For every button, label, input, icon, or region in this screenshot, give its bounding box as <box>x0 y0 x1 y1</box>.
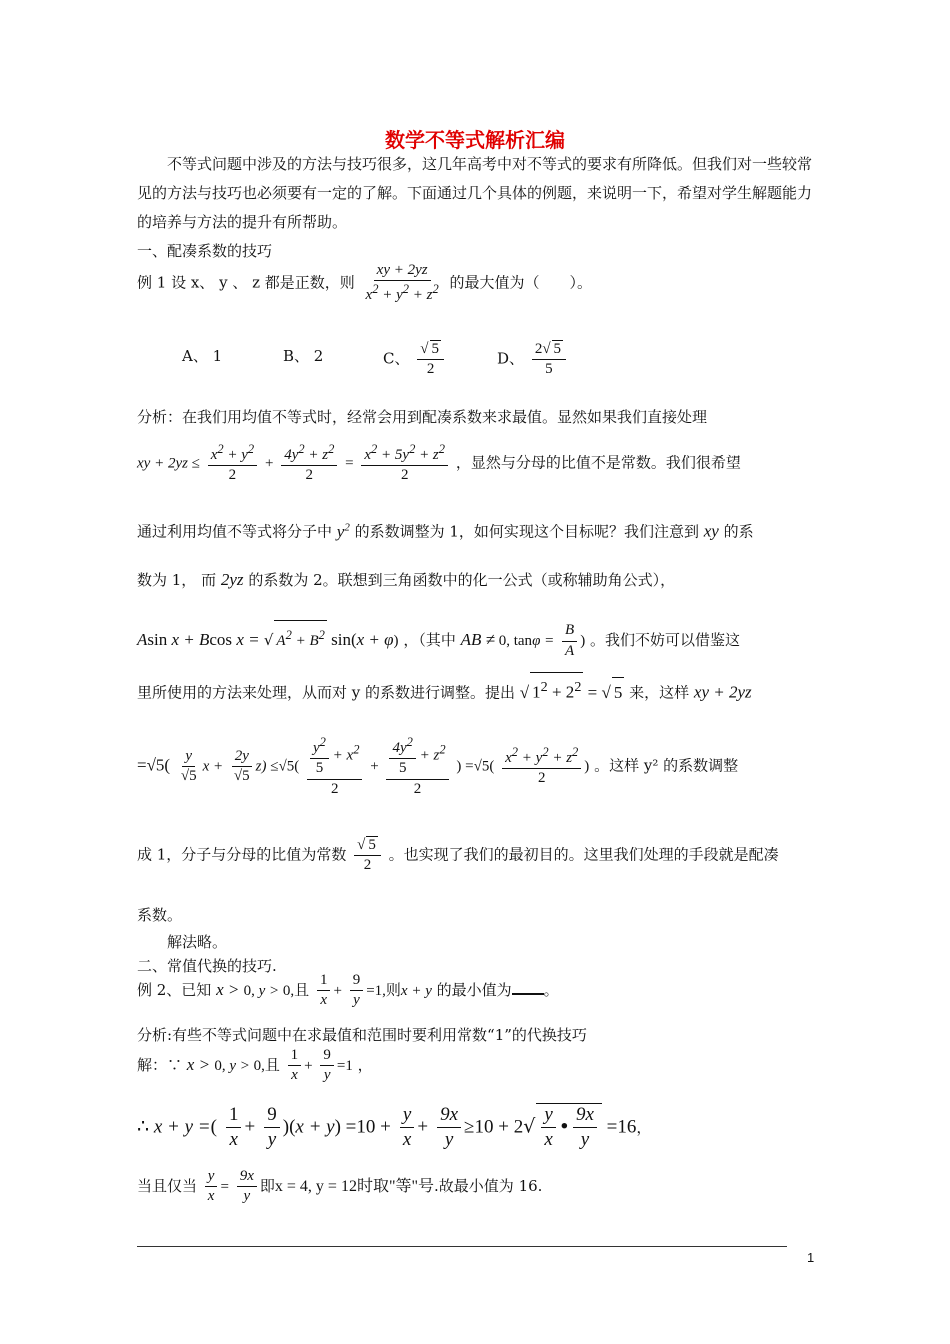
option-c: C、 $\frac{√ 5}{2}$ <box>383 340 447 379</box>
equality-mid: 即 <box>259 1176 275 1195</box>
equality-condition: x = 4, y = 12时取"等"号 <box>274 1177 435 1195</box>
example-1 <box>137 262 817 305</box>
example-2-end: 。 <box>543 980 559 999</box>
solution-2-comma: ， <box>357 1055 373 1074</box>
solution-2-line-b: ∴ x + y =( $\frac{1}{x}$ + $\frac{9}{y}$ )(x + y) =10 + $\frac{y}{x}$ + $\frac{9x}{y}$ ≥10 + 2√ $\frac{y}{x}$ • $\frac{9x}{y}$ =16， <box>137 1104 652 1150</box>
analysis-1-e2: 。我们不妨可以借鉴这 <box>589 631 740 649</box>
solution-2-line-a: 解：∵ x > 0, y > 0,且 $\frac{1}{x}$ + $\frac{9}{y}$ =1 ， <box>137 1047 373 1084</box>
analysis-1-h1: 成 1，分子与分母的比值为常数 <box>137 845 347 864</box>
solution-2-prefix: 解：∵ <box>137 1055 183 1074</box>
analysis-1-g: 。这样 y² 的系数调整 <box>594 756 739 775</box>
solution-1: 解法略。 <box>167 933 228 951</box>
example-1-suffix: 的最大值为（ ）。 <box>449 273 593 292</box>
analysis-1-h2: 。也实现了我们的最初目的。这里我们处理的手段就是配凑 <box>388 845 779 864</box>
solution-2-line-c: 当且仅当 $\frac{y}{x}$ = $\frac{9x}{y}$ 即x = 4, y = 12时取"等"号.故最小值为 16. <box>137 1168 543 1205</box>
equality-prefix: 当且仅当 <box>137 1176 198 1195</box>
analysis-2: 分析:有些不等式问题中在求最值和范围时要利用常数“1”的代换技巧 <box>137 1026 587 1044</box>
section-heading-2: 二、常值代换的技巧. <box>137 957 277 975</box>
answer-blank <box>512 979 544 995</box>
page-number: 1 <box>807 1250 815 1265</box>
example-1-prefix: 例 1 设 x、 y 、 z 都是正数，则 <box>137 273 355 292</box>
analysis-1-line-i: 系数。 <box>137 906 183 924</box>
analysis-1-d2: 的系数为 2。联想到三角函数中的化一公式（或称辅助角公式）， <box>248 571 676 589</box>
analysis-1-line-d: 数为 1， 而 2yz 的系数为 2。联想到三角函数中的化一公式（或称辅助角公式）， <box>137 570 676 589</box>
intro-text: 不等式问题中涉及的方法与技巧很多，这几年高考中对不等式的要求有所降低。但我们对一些较常见的方法与技巧也必须要有一定的了解。下面通过几个具体的例题，来说明一下，希望对学生解题能力的培养与方法的提升有所帮助。 <box>137 155 813 231</box>
analysis-1-b-text: ，显然与分母的比值不是常数。我们很希望 <box>455 453 741 472</box>
example-2-middle: 的最小值为 <box>436 980 512 999</box>
option-d: D、 $\frac{2√ 5}{5}$ <box>497 340 569 379</box>
analysis-1-c1: 通过利用均值不等式将分子中 <box>137 522 333 541</box>
analysis-1-line-e: Asin x + Bcos x = √ $A^2 + B^2$ sin(x + φ) ，（其中 AB ≠ 0, tanφ = $\frac{B}{A}$ ) 。我们不妨可以借鉴这 <box>137 620 817 660</box>
analysis-1-line-g: =√5( $\frac{y}{√5}$ x + $\frac{2y}{√5}$ z) ≤√5( $\frac{y^2}{5}$ + $x^2$ 2 + $\frac{4y^2}{5}$ + $z^2$ 2 ) =√5( $\frac{x^2 + y^2 + z^2}{2}$ ) 。这样 y² 的系数调整 <box>137 735 739 797</box>
analysis-1-line-a: 分析：在我们用均值不等式时，经常会用到配凑系数来求最值。显然如果我们直接处理 <box>137 408 708 426</box>
analysis-1-line-c: 通过利用均值不等式将分子中 $y^2$ 的系数调整为 1，如何实现这个目标呢？我们注意到 xy 的系 <box>137 521 754 541</box>
analysis-1-line-h: 成 1，分子与分母的比值为常数 $\frac{√ 5}{2}$ 。也实现了我们的最初目的。这里我们处理的手段就是配凑 <box>137 837 779 874</box>
option-c-label: C、 <box>383 349 410 368</box>
equality-tail: .故最小值为 16. <box>434 1176 543 1195</box>
intro-paragraph <box>137 150 817 237</box>
analysis-1-f2: 来，这样 <box>629 683 690 702</box>
footer-divider <box>137 1246 787 1247</box>
analysis-1-f1: 里所使用的方法来处理，从而对 y 的系数进行调整。提出 <box>137 683 516 702</box>
section-heading-1: 一、配凑系数的技巧 <box>137 242 273 260</box>
example-2-prefix: 例 2、已知 <box>137 980 212 999</box>
analysis-1-line-f: 里所使用的方法来处理，从而对 y 的系数进行调整。提出 √ $1^2 + 2^2$ = √ 5 来，这样 xy + 2yz <box>137 672 817 708</box>
analysis-1-c2: 的系数调整为 1，如何实现这个目标呢？我们注意到 <box>354 522 699 541</box>
document-title: 数学不等式解析汇编 <box>385 128 565 152</box>
example-2: 例 2、已知 x > 0, y > 0,且 $\frac{1}{x}$ + $\frac{9}{y}$ =1,则x + y 的最小值为 。 <box>137 972 559 1009</box>
example-1-fraction: $\frac{xy + 2yz}{x^2 + y^2 + z^2}$ <box>365 262 439 304</box>
option-b: B、 2 <box>283 347 324 365</box>
option-d-label: D、 <box>497 349 525 368</box>
analysis-1-line-b: xy + 2yz ≤ $\frac{x^2 + y^2}{2}$ + $\frac{4y^2 + z^2}{2}$ = $\frac{x^2 + 5y^2 + z^2}{2}$ ，显然与分母的比值不是常数。我们很希望 <box>137 442 741 484</box>
option-a: A、 1 <box>182 347 223 365</box>
analysis-1-d1: 数为 1， 而 <box>137 571 217 589</box>
analysis-1-c3: 的系 <box>723 522 754 541</box>
analysis-1-e1: ，（其中 <box>403 631 456 649</box>
